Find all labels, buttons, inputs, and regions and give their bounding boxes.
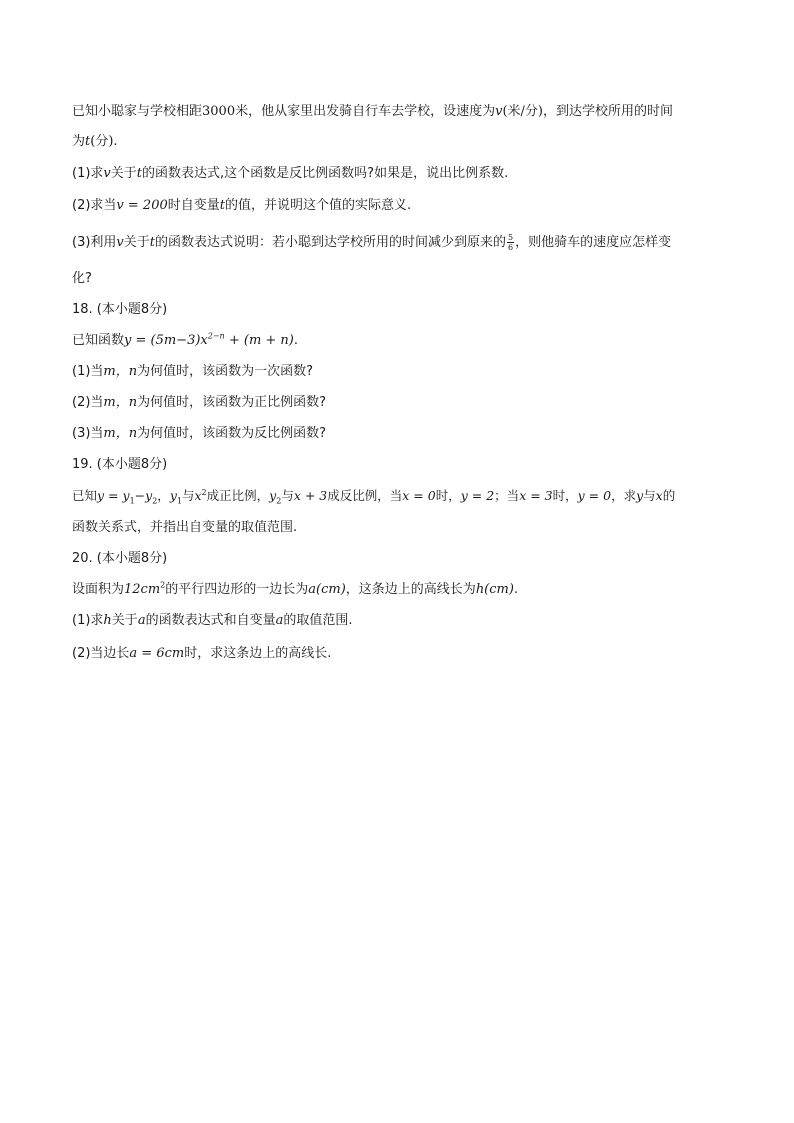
problem-heading: 20. (本小题8分) — [72, 551, 168, 566]
p20-heading — [72, 550, 722, 568]
text: 的 — [662, 488, 676, 503]
text: ， — [157, 488, 170, 503]
text: (2)求当 — [72, 198, 117, 213]
equation: v = 200 — [116, 198, 168, 213]
var-x: x — [194, 488, 202, 503]
vars-m-n: m，n — [103, 395, 138, 410]
var-t: t — [219, 198, 225, 213]
exponent: 2−n — [207, 331, 225, 341]
text: 时， — [552, 488, 578, 503]
text: 成正比例， — [206, 488, 270, 503]
text: 为何值时，该函数为反比例函数? — [137, 426, 327, 441]
area-value: 12cm — [124, 582, 161, 597]
problem-heading: 19. (本小题8分) — [72, 457, 168, 472]
text: 关于 — [110, 166, 137, 181]
text: 为何值时，该函数为一次函数? — [137, 364, 314, 379]
text: 米，他从家里出发骑自行车去学校，设速度为 — [235, 104, 496, 119]
equation-tail: + (m + n) — [224, 333, 294, 348]
text: (3)利用 — [72, 235, 117, 250]
var-a: a — [275, 613, 284, 628]
var-y: y — [636, 488, 644, 503]
var-v: v — [116, 235, 124, 250]
vars-m-n: m，n — [103, 364, 138, 379]
equation: y = y — [97, 488, 130, 503]
text: 的函数表达式,这个函数是反比例函数吗?如果是，说出比例系数. — [142, 166, 509, 181]
var-v: v — [103, 166, 111, 181]
text: 时， — [435, 488, 461, 503]
p20-q1 — [72, 612, 722, 630]
text: ，这条边上的高线长为 — [345, 582, 476, 597]
text: (1)当 — [72, 364, 104, 379]
var-h: h — [103, 613, 112, 628]
text: 的平行四边形的一边长为 — [165, 582, 309, 597]
text: 时自变量 — [167, 198, 220, 213]
number-3000: 3000 — [202, 104, 236, 119]
unit-speed: (米/分) — [502, 104, 544, 119]
problem-heading: 18. (本小题8分) — [72, 302, 168, 317]
p18-heading — [72, 301, 722, 319]
p17-q3-cont — [72, 270, 722, 288]
text: ；当 — [494, 488, 520, 503]
subscript: 1 — [129, 496, 135, 506]
equation: x = 0 — [402, 488, 436, 503]
text: ，求 — [611, 488, 637, 503]
var-x: x — [655, 488, 663, 503]
p20-q2 — [72, 645, 722, 663]
text: 时，求这条边上的高线长. — [184, 646, 332, 661]
subscript: 2 — [276, 496, 282, 506]
p19-statement-line2 — [72, 519, 722, 537]
var-t: t — [136, 166, 143, 181]
p19-statement — [72, 487, 722, 505]
var-t: t — [149, 235, 156, 250]
side-var: a(cm) — [308, 582, 346, 597]
p17-q1 — [72, 165, 722, 183]
text: (1)求 — [72, 613, 104, 628]
text: . — [513, 582, 519, 597]
equation: x = 3 — [519, 488, 553, 503]
p18-q3 — [72, 425, 722, 443]
height-var: h(cm) — [475, 582, 514, 597]
text: 的取值范围. — [283, 613, 353, 628]
text: 的函数表达式和自变量 — [145, 613, 276, 628]
text: 关于 — [123, 235, 150, 250]
vars-m-n: m，n — [103, 426, 138, 441]
text: 的值，并说明这个值的实际意义. — [225, 198, 412, 213]
p17-intro-line2 — [72, 133, 722, 151]
equation: a = 6cm — [129, 646, 185, 661]
var-v: v — [495, 104, 503, 119]
subscript: 1 — [176, 496, 182, 506]
p17-q3 — [72, 233, 722, 252]
text: 与 — [281, 488, 294, 503]
text: 设面积为 — [72, 582, 125, 597]
text: 已知 — [72, 488, 98, 503]
subscript: 2 — [152, 496, 158, 506]
equation: −y — [134, 488, 153, 503]
text: 与 — [181, 488, 195, 503]
text: . — [293, 333, 299, 348]
var-a: a — [137, 613, 146, 628]
text: 的函数表达式说明：若小聪到达学校所用的时间减少到原来的 — [155, 235, 507, 250]
text: (2)当边长 — [72, 646, 130, 661]
text: 化? — [72, 271, 92, 286]
fraction-numerator: 5 — [508, 233, 514, 242]
var-y: y — [269, 488, 277, 503]
text: (2)当 — [72, 395, 104, 410]
p18-q1 — [72, 363, 722, 381]
equation: y = 2 — [460, 488, 495, 503]
text: ，到达学校所用的时间 — [543, 104, 674, 119]
fraction-five-sixths — [507, 233, 514, 252]
exponent: 2 — [201, 487, 207, 497]
p19-heading — [72, 456, 722, 474]
p20-statement — [72, 581, 722, 599]
text: . — [113, 134, 118, 149]
equation: y = 0 — [577, 488, 612, 503]
p17-intro-line1 — [72, 103, 722, 121]
equation: x + 3 — [293, 488, 328, 503]
text: ，则他骑车的速度应怎样变 — [515, 235, 672, 250]
text: 为何值时，该函数为正比例函数? — [137, 395, 327, 410]
var-y: y — [169, 488, 177, 503]
text: (1)求 — [72, 166, 104, 181]
text: 已知小聪家与学校相距 — [72, 104, 203, 119]
text: 与 — [643, 488, 656, 503]
text: 已知函数 — [72, 333, 125, 348]
p18-statement — [72, 332, 722, 350]
text: 关于 — [111, 613, 138, 628]
p17-q2 — [72, 197, 722, 215]
unit-time: (分) — [90, 134, 114, 149]
fraction-denominator: 6 — [508, 243, 514, 252]
equation: y = (5m−3)x — [124, 333, 208, 348]
text: 成反比例，当 — [327, 488, 403, 503]
p18-q2 — [72, 394, 722, 412]
text: (3)当 — [72, 426, 104, 441]
exponent: 2 — [160, 580, 166, 590]
var-t: t — [85, 134, 91, 149]
text: 为 — [72, 134, 86, 149]
text: 函数关系式，并指出自变量的取值范围. — [72, 520, 298, 535]
